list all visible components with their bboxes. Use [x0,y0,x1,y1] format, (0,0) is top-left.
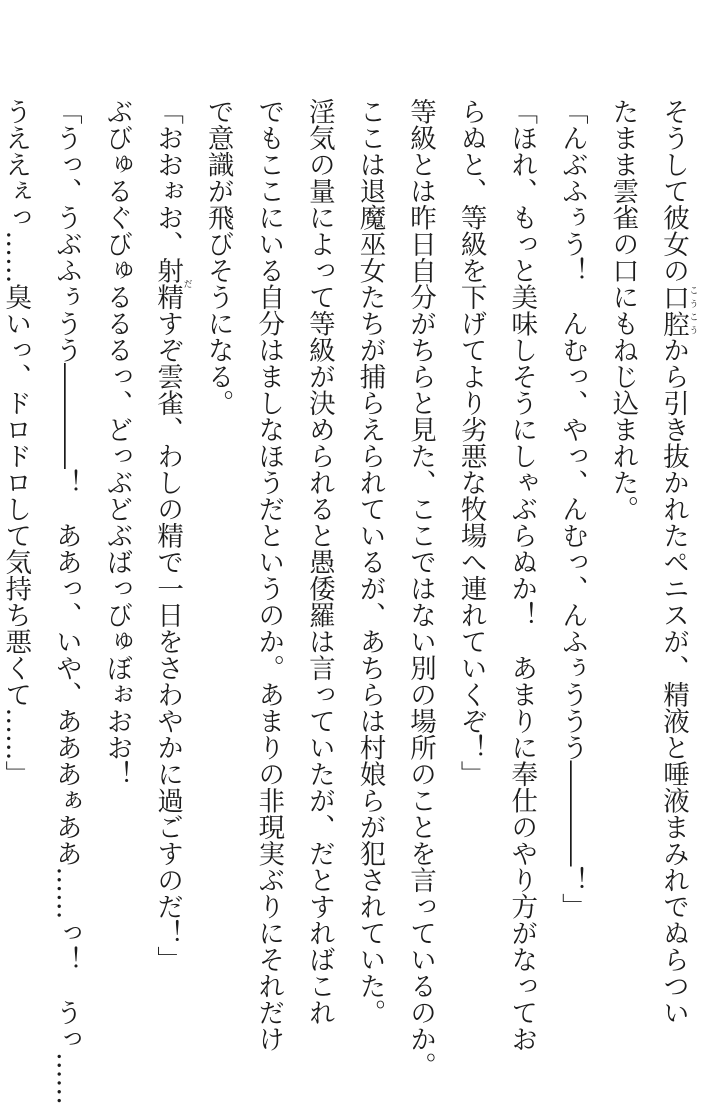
ruby-base: 射精 [152,257,184,310]
dialogue-line [141,98,192,978]
furigana-reading: こうこう [687,283,698,337]
text-line: でもここにいる自分はましなほうだというのか。あまりの非現実ぶりにそれだけ [253,98,285,1052]
text-segment: から引き抜かれたペニスが、精液と唾液まみれでぬらつい [658,336,689,1026]
text-segment: すぞ雲雀、わしの精で一日をさわやかに過ごすのだ！」 [152,310,184,973]
text-segment: そうして彼女の [658,98,689,284]
furigana-reading: だ [181,257,192,310]
dialogue-line: 「ほれ、もっと美味しそうにしゃぶらぬか！ あまりに奉仕のやり方がなってお [506,98,538,1052]
vertical-text-body [0,98,698,1105]
ruby-base: 口腔 [658,283,689,337]
furigana-word [658,283,698,337]
text-line [647,98,698,1026]
dialogue-line: 「んぶふぅう！ んむっ、やっ、んむっ、んふぅううう――――！」 [556,98,588,920]
text-line: で意識が飛びそうになる。 [202,98,234,416]
text-line: ぶびゅるぐびゅるるるっ、どっぶどぶばっびゅぼぉおお！ [101,98,133,787]
text-line: 等級とは昨日自分がちらと見た、ここではない別の場所のことを言っているのか。 [405,98,437,1079]
text-segment: 「おおぉお、 [152,98,184,257]
text-line: たまま雲雀の口にもねじ込まれた。 [607,98,639,522]
dialogue-line: 「うっ、うぶふぅうう――――！ ああっ、いや、あああぁああ……っ！ うっ…… [50,98,82,1105]
text-line: 淫気の量によって等級が決められると愚倭羅は言っていたが、だとすればこれ [303,98,335,1026]
text-line: ここは退魔巫女たちが捕らえられているが、あちらは村娘らが犯されていた。 [354,98,386,1026]
text-line: うええぇっ……臭いっ、ドロドロして気持ち悪くて……」 [0,98,32,787]
text-line: らぬと、等級を下げてより劣悪な牧場へ連れていくぞ！」 [455,98,487,787]
furigana-word [152,257,192,310]
